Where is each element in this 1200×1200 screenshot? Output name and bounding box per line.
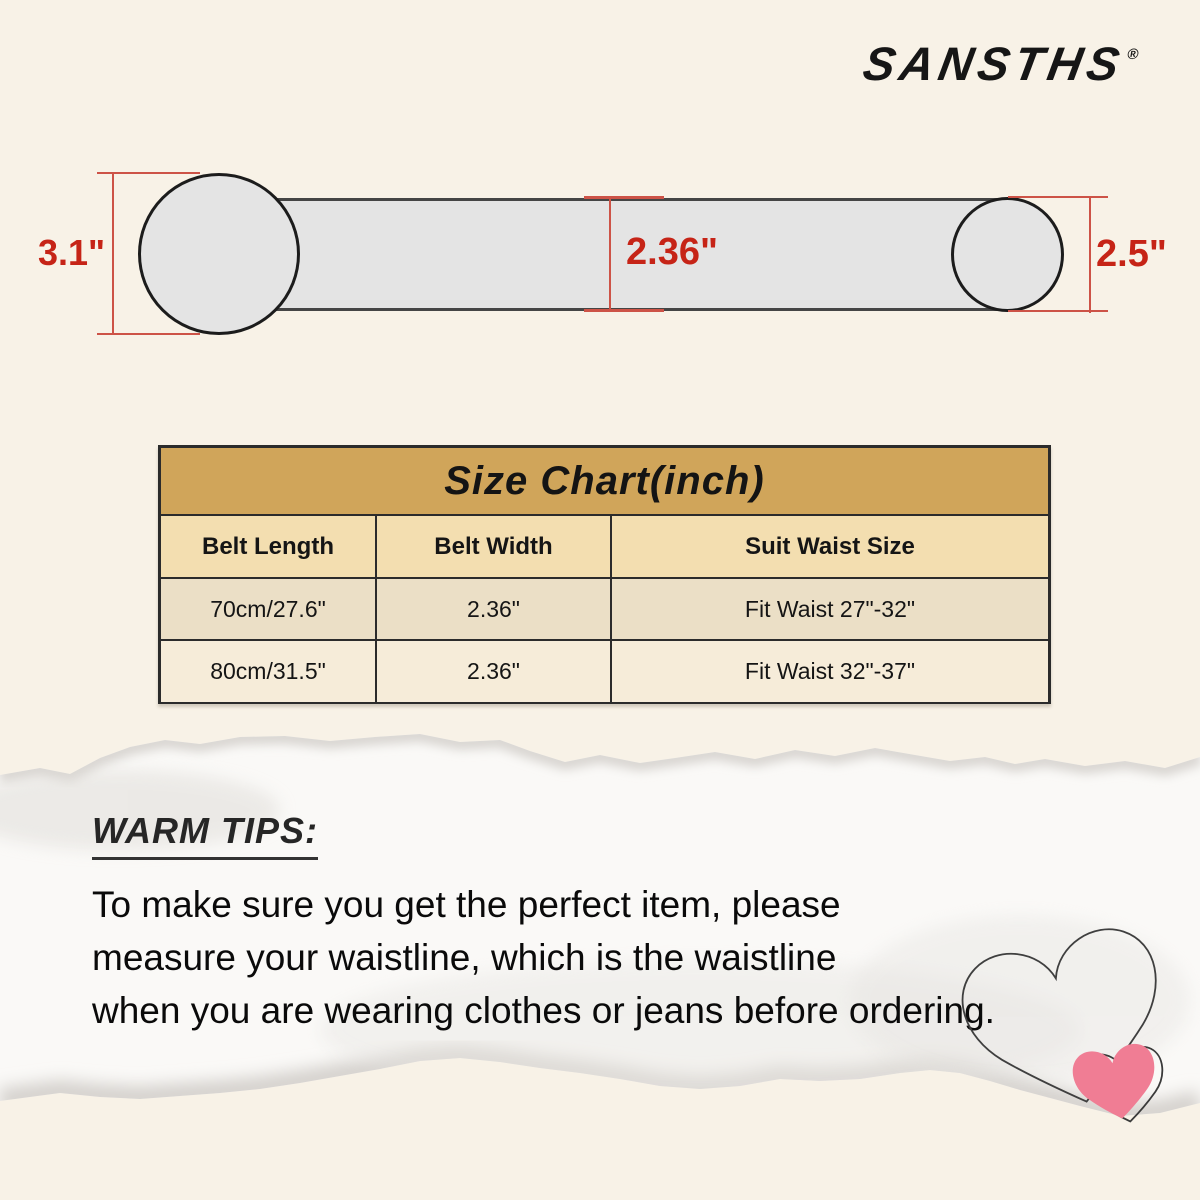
column-header-belt-length: Belt Length xyxy=(161,516,377,577)
dimension-line xyxy=(609,198,611,311)
dimension-tick xyxy=(584,196,664,199)
table-cell: Fit Waist 32"-37" xyxy=(612,639,1048,702)
dimension-tick xyxy=(584,309,664,312)
pink-heart-icon xyxy=(1069,1041,1162,1126)
table-cell: 2.36" xyxy=(377,577,612,639)
column-header-belt-width: Belt Width xyxy=(377,516,612,577)
size-chart-title: Size Chart(inch) xyxy=(161,448,1048,516)
table-cell: 70cm/27.6" xyxy=(161,577,377,639)
dimension-tick xyxy=(97,172,200,174)
brand-logo xyxy=(859,36,1139,91)
table-cell: 2.36" xyxy=(377,639,612,702)
buckle-diameter-label: 3.1" xyxy=(38,232,106,273)
belt-tip-circle xyxy=(951,197,1064,312)
dimension-tick xyxy=(1008,196,1108,198)
heart-decoration xyxy=(930,905,1200,1165)
dimension-tick xyxy=(1008,310,1108,312)
outline-heart-icon xyxy=(953,919,1182,1125)
tips-line: measure your waistline, which is the waistline xyxy=(92,937,837,978)
tips-line: when you are wearing clothes or jeans before ordering. xyxy=(92,990,995,1031)
tip-diameter-label: 2.5" xyxy=(1096,233,1167,275)
size-chart-grid xyxy=(161,516,1048,702)
table-cell: 80cm/31.5" xyxy=(161,639,377,702)
size-chart-table xyxy=(158,445,1051,704)
brand-name: SANSTHS xyxy=(859,37,1129,90)
tips-line: To make sure you get the perfect item, please xyxy=(92,884,841,925)
belt-width-label: 2.36" xyxy=(626,231,718,273)
dimension-line xyxy=(112,173,114,335)
dimension-line xyxy=(1089,197,1091,313)
warm-tips-heading: WARM TIPS: xyxy=(92,810,318,860)
belt-buckle-circle xyxy=(138,173,300,335)
column-header-suit-waist-size: Suit Waist Size xyxy=(612,516,1048,577)
registered-trademark-icon: ® xyxy=(1125,46,1140,64)
dimension-tick xyxy=(97,333,200,335)
table-cell: Fit Waist 27"-32" xyxy=(612,577,1048,639)
